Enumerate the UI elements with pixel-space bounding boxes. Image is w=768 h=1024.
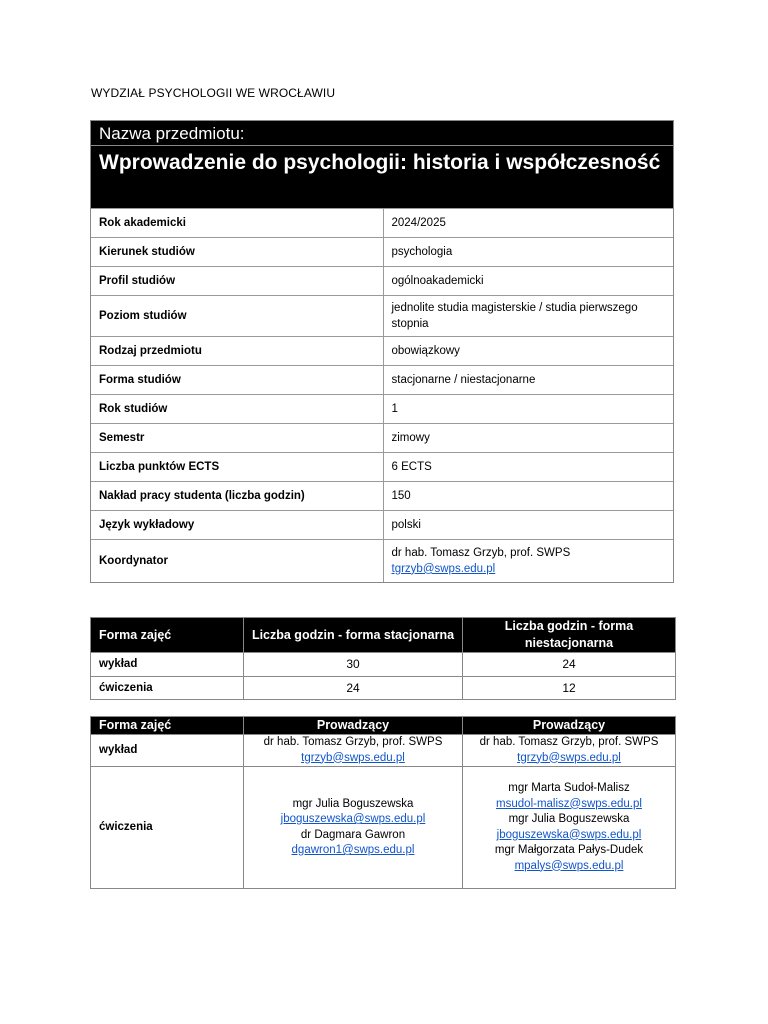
teachers-table: [90, 716, 676, 889]
hours-table: [90, 617, 676, 700]
info-row: [91, 424, 673, 453]
lecture-niestac-cell: [463, 735, 676, 767]
lecture-stac-cell: [244, 735, 463, 767]
hours-stac: 24: [244, 676, 463, 700]
info-row: [91, 453, 673, 482]
teacher-name: mgr Julia Boguszewska: [508, 813, 630, 825]
teachers-header-form: Forma zajęć: [91, 717, 244, 735]
info-value: 6 ECTS: [383, 453, 673, 482]
info-value: obowiązkowy: [383, 337, 673, 366]
teacher-name: dr hab. Tomasz Grzyb, prof. SWPS: [263, 736, 443, 748]
info-row: [91, 482, 673, 511]
info-value: ogólnoakademicki: [383, 267, 673, 296]
teacher-name: mgr Małgorzata Pałys-Dudek: [494, 844, 644, 856]
teachers-row-exercises: [91, 767, 676, 889]
info-row: [91, 540, 673, 582]
course-title: Wprowadzenie do psychologii: historia i współczesność: [99, 151, 661, 174]
coordinator-cell: [383, 540, 673, 582]
faculty-heading: WYDZIAŁ PSYCHOLOGII WE WROCŁAWIU: [91, 86, 336, 100]
info-key: Język wykładowy: [91, 511, 383, 540]
info-value: zimowy: [383, 424, 673, 453]
hours-row: [91, 653, 676, 677]
course-card: [90, 120, 674, 583]
info-key: Rodzaj przedmiotu: [91, 337, 383, 366]
teacher-email-link[interactable]: tgrzyb@swps.edu.pl: [301, 751, 405, 764]
info-key: Poziom studiów: [91, 296, 383, 337]
info-value: psychologia: [383, 238, 673, 267]
teacher-name: mgr Julia Boguszewska: [292, 797, 414, 810]
hours-header-form: Forma zajęć: [91, 618, 244, 653]
info-key: Koordynator: [91, 540, 383, 582]
info-row: [91, 395, 673, 424]
info-value: 150: [383, 482, 673, 511]
teacher-email-link[interactable]: mpalys@swps.edu.pl: [514, 859, 624, 872]
info-key: Liczba punktów ECTS: [91, 453, 383, 482]
info-row: [91, 337, 673, 366]
info-value: jednolite studia magisterskie / studia pierwszego stopnia: [383, 296, 673, 337]
teachers-header-row: [91, 717, 676, 735]
info-row: [91, 209, 673, 238]
teacher-email-link[interactable]: dgawron1@swps.edu.pl: [291, 844, 415, 856]
exercises-stac-cell: [244, 767, 463, 889]
coordinator-email-link[interactable]: tgrzyb@swps.edu.pl: [391, 562, 496, 575]
hours-header-row: [91, 618, 676, 653]
course-name-label: Nazwa przedmiotu:: [91, 121, 673, 146]
coordinator-name: dr hab. Tomasz Grzyb, prof. SWPS: [391, 546, 571, 559]
info-key: Forma studiów: [91, 366, 383, 395]
info-row: [91, 296, 673, 337]
teacher-email-link[interactable]: msudol-malisz@swps.edu.pl: [496, 797, 642, 810]
hours-niestac: 12: [463, 676, 676, 700]
teachers-form: wykład: [91, 735, 244, 767]
hours-header-niestac: Liczba godzin - forma niestacjonarna: [463, 618, 676, 653]
teacher-name: dr hab. Tomasz Grzyb, prof. SWPS: [479, 736, 659, 748]
info-value: polski: [383, 511, 673, 540]
info-key: Rok akademicki: [91, 209, 383, 238]
info-row: [91, 366, 673, 395]
info-key: Kierunek studiów: [91, 238, 383, 267]
info-value: 1: [383, 395, 673, 424]
hours-form: ćwiczenia: [91, 676, 244, 700]
teacher-name: dr Dagmara Gawron: [300, 828, 406, 841]
teacher-name: mgr Marta Sudoł-Malisz: [508, 782, 630, 794]
hours-stac: 30: [244, 653, 463, 677]
teacher-email-link[interactable]: jboguszewska@swps.edu.pl: [280, 813, 426, 825]
info-value: 2024/2025: [383, 209, 673, 238]
exercises-niestac-cell: [463, 767, 676, 889]
info-key: Rok studiów: [91, 395, 383, 424]
course-info-table: [91, 208, 673, 582]
hours-form: wykład: [91, 653, 244, 677]
info-row: [91, 238, 673, 267]
info-key: Semestr: [91, 424, 383, 453]
info-row: [91, 511, 673, 540]
info-value: stacjonarne / niestacjonarne: [383, 366, 673, 395]
hours-row: [91, 676, 676, 700]
hours-niestac: 24: [463, 653, 676, 677]
teachers-row-lecture: [91, 735, 676, 767]
info-row: [91, 267, 673, 296]
info-key: Nakład pracy studenta (liczba godzin): [91, 482, 383, 511]
teachers-form: ćwiczenia: [91, 767, 244, 889]
course-header: [91, 121, 673, 208]
teacher-email-link[interactable]: tgrzyb@swps.edu.pl: [517, 751, 621, 764]
hours-header-stac: Liczba godzin - forma stacjonarna: [244, 618, 463, 653]
teacher-email-link[interactable]: jboguszewska@swps.edu.pl: [496, 828, 642, 841]
teachers-header-stac: Prowadzący: [244, 717, 463, 735]
teachers-header-niestac: Prowadzący: [463, 717, 676, 735]
info-key: Profil studiów: [91, 267, 383, 296]
